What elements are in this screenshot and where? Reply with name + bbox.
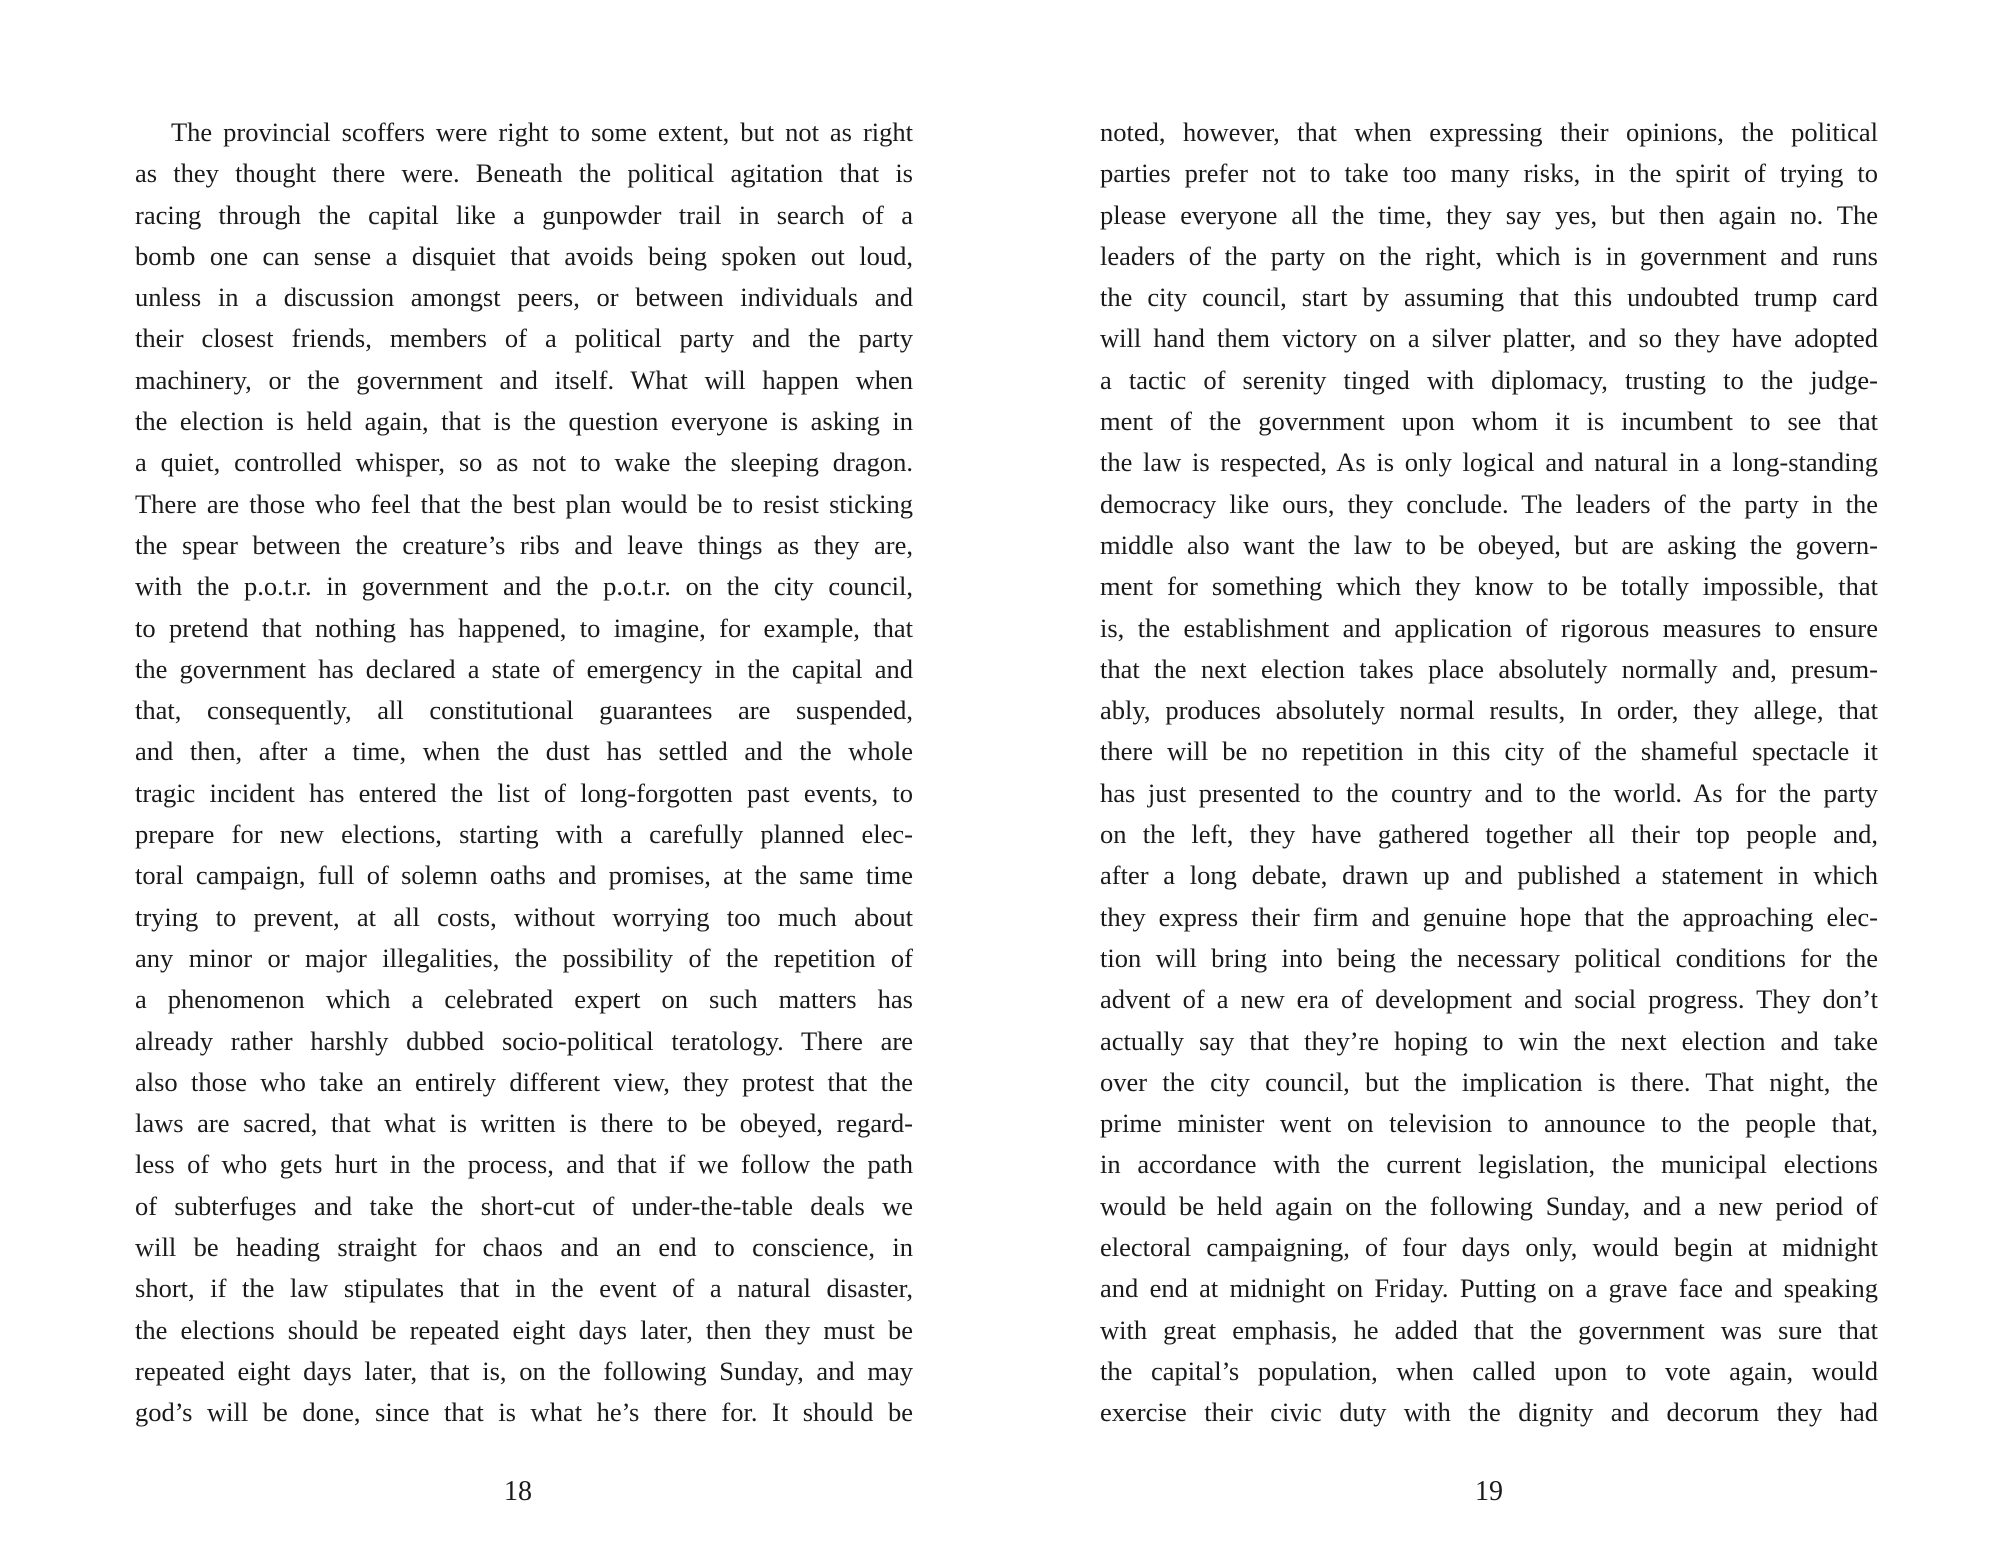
text-line: ment of the government upon whom it is incumbent to see that <box>1100 406 1878 437</box>
page-number: 18 <box>504 1476 532 1507</box>
text-line: prepare for new elections, starting with a carefully planned elec- <box>135 819 913 850</box>
text-line: less of who gets hurt in the process, and that if we follow the path <box>135 1149 913 1180</box>
text-line: laws are sacred, that what is written is there to be obeyed, regard- <box>135 1108 913 1139</box>
text-line: trying to prevent, at all costs, without worrying too much about <box>135 901 913 932</box>
text-line: The provincial scoffers were right to some extent, but not as right <box>171 117 913 147</box>
text-line: in accordance with the current legislation, the municipal elections <box>1100 1149 1878 1180</box>
text-line: and then, after a time, when the dust has settled and the whole <box>135 736 913 767</box>
text-line: middle also want the law to be obeyed, but are asking the govern- <box>1100 529 1878 560</box>
text-line: with the p.o.t.r. in government and the p.o.t.r. on the city council, <box>135 571 913 602</box>
text-line: over the city council, but the implication is there. That night, the <box>1100 1066 1878 1097</box>
text-line: leaders of the party on the right, which is in government and runs <box>1100 240 1878 271</box>
text-line: parties prefer not to take too many risks, in the spirit of trying to <box>1100 158 1878 189</box>
text-line: a quiet, controlled whisper, so as not to wake the sleeping dragon. <box>135 447 913 478</box>
text-line: would be held again on the following Sunday, and a new period of <box>1100 1190 1878 1221</box>
text-line: There are those who feel that the best plan would be to resist sticking <box>135 488 913 519</box>
text-line: to pretend that nothing has happened, to imagine, for example, that <box>135 612 913 643</box>
text-line: prime minister went on television to announce to the people that, <box>1100 1108 1878 1139</box>
text-line: the election is held again, that is the question everyone is asking in <box>135 406 913 437</box>
text-line: please everyone all the time, they say yes, but then again no. The <box>1100 199 1878 230</box>
text-line: any minor or major illegalities, the possibility of the repetition of <box>135 942 913 973</box>
text-line: also those who take an entirely different view, they protest that the <box>135 1066 913 1097</box>
text-line: will be heading straight for chaos and an end to conscience, in <box>135 1232 913 1263</box>
text-line: democracy like ours, they conclude. The leaders of the party in the <box>1100 488 1878 519</box>
page-number: 19 <box>1475 1476 1503 1507</box>
text-line: that, consequently, all constitutional guarantees are suspended, <box>135 695 913 726</box>
text-line: the government has declared a state of emergency in the capital and <box>135 653 913 684</box>
text-line: the city council, start by assuming that this undoubted trump card <box>1100 282 1878 313</box>
text-line: will hand them victory on a silver platter, and so they have adopted <box>1100 323 1878 354</box>
text-line: short, if the law stipulates that in the event of a natural disaster, <box>135 1273 913 1304</box>
right-page-text <box>1100 112 1878 1434</box>
text-line: as they thought there were. Beneath the political agitation that is <box>135 158 913 189</box>
text-line: the law is respected, As is only logical and natural in a long-standing <box>1100 447 1878 478</box>
text-line: toral campaign, full of solemn oaths and promises, at the same time <box>135 860 913 891</box>
text-line: exercise their civic duty with the dignity and decorum they had <box>1100 1397 1878 1428</box>
text-line: the elections should be repeated eight days later, then they must be <box>135 1314 913 1345</box>
text-line: unless in a discussion amongst peers, or between individuals and <box>135 282 913 313</box>
text-line: the spear between the creature’s ribs and leave things as they are, <box>135 529 913 560</box>
text-line: of subterfuges and take the short-cut of under-the-table deals we <box>135 1190 913 1221</box>
text-line: their closest friends, members of a political party and the party <box>135 323 913 354</box>
text-line: already rather harshly dubbed socio-political teratology. There are <box>135 1025 913 1056</box>
text-line: the capital’s population, when called upon to vote again, would <box>1100 1355 1878 1386</box>
text-line: electoral campaigning, of four days only, would begin at midnight <box>1100 1232 1878 1263</box>
text-line: actually say that they’re hoping to win the next election and take <box>1100 1025 1878 1056</box>
text-line: bomb one can sense a disquiet that avoids being spoken out loud, <box>135 240 913 271</box>
text-line: racing through the capital like a gunpowder trail in search of a <box>135 199 913 230</box>
left-page-text <box>135 112 913 1434</box>
text-line: and end at midnight on Friday. Putting on a grave face and speaking <box>1100 1273 1878 1304</box>
text-line: is, the establishment and application of rigorous measures to ensure <box>1100 612 1878 643</box>
text-line: they express their firm and genuine hope that the approaching elec- <box>1100 901 1878 932</box>
text-line: ably, produces absolutely normal results, In order, they allege, that <box>1100 695 1878 726</box>
text-line: noted, however, that when expressing their opinions, the political <box>1100 117 1878 147</box>
text-line: repeated eight days later, that is, on the following Sunday, and may <box>135 1355 913 1386</box>
text-line: with great emphasis, he added that the government was sure that <box>1100 1314 1878 1345</box>
text-line: tion will bring into being the necessary political conditions for the <box>1100 942 1878 973</box>
right-page <box>1000 0 2000 1564</box>
text-line: a phenomenon which a celebrated expert on such matters has <box>135 984 913 1015</box>
text-line: there will be no repetition in this city of the shameful spectacle it <box>1100 736 1878 767</box>
text-line: machinery, or the government and itself. What will happen when <box>135 364 913 395</box>
text-line: has just presented to the country and to the world. As for the party <box>1100 777 1878 808</box>
text-line: that the next election takes place absolutely normally and, presum- <box>1100 653 1878 684</box>
text-line: god’s will be done, since that is what he’s there for. It should be <box>135 1397 913 1428</box>
text-line: tragic incident has entered the list of long-forgotten past events, to <box>135 777 913 808</box>
text-line: ment for something which they know to be totally impossible, that <box>1100 571 1878 602</box>
text-line: a tactic of serenity tinged with diplomacy, trusting to the judge- <box>1100 364 1878 395</box>
text-line: after a long debate, drawn up and published a statement in which <box>1100 860 1878 891</box>
text-line: advent of a new era of development and social progress. They don’t <box>1100 984 1878 1015</box>
text-line: on the left, they have gathered together all their top people and, <box>1100 819 1878 850</box>
